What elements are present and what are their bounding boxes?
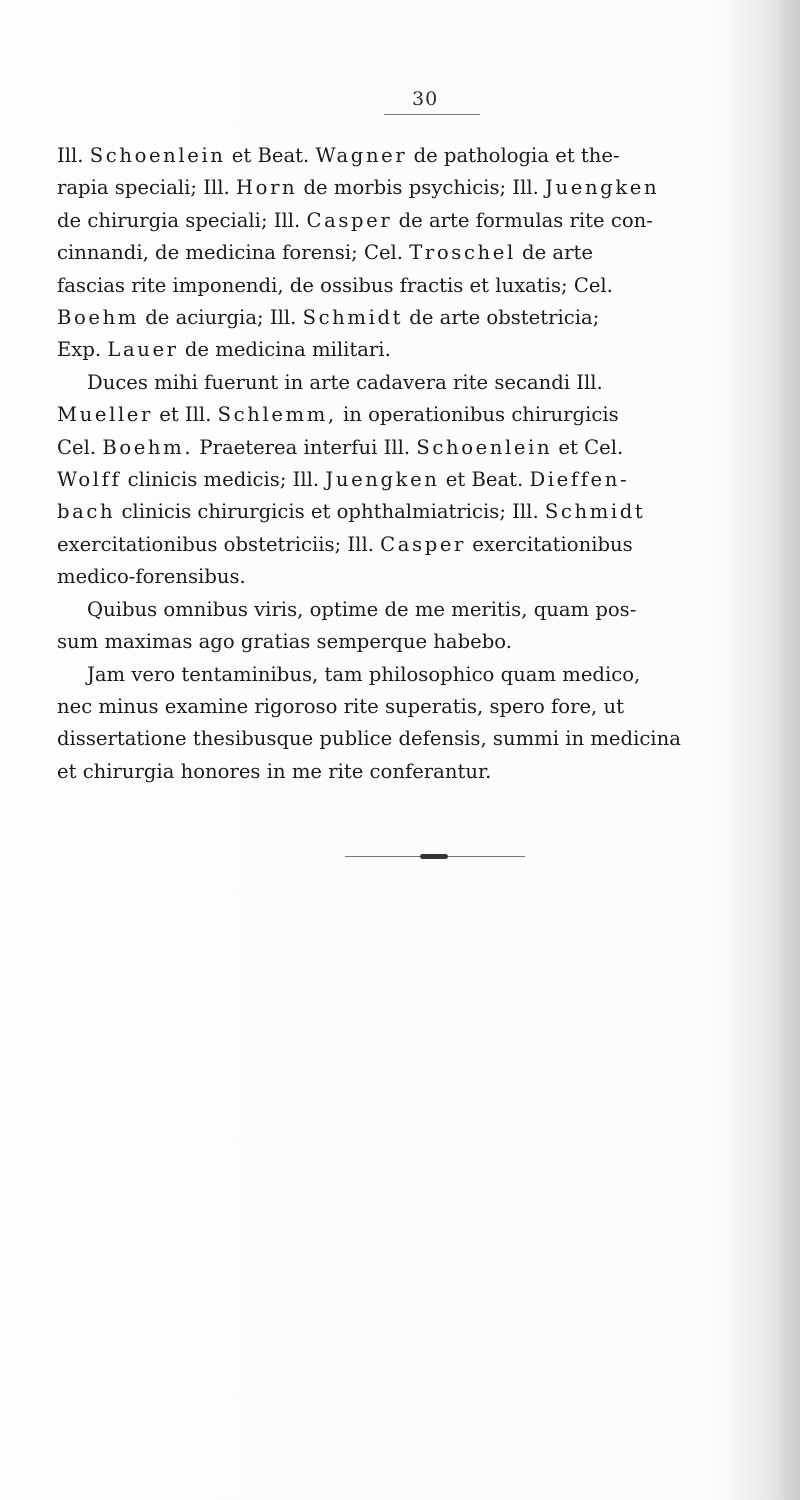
text-line: Ill. Schoenlein et Beat. Wagner de pathologia et the- — [57, 144, 620, 167]
person-name: Schmidt — [544, 500, 646, 524]
text-line: Mueller et Ill. Schlemm, in operationibus chirurgicis — [57, 403, 619, 427]
person-name: Schoenlein — [416, 435, 553, 459]
text-line: et chirurgia honores in me rite conferantur. — [57, 759, 492, 783]
text-line: de chirurgia speciali; Ill. Casper de arte formulas rite con- — [57, 208, 653, 232]
person-name: Schlemm, — [217, 403, 337, 427]
text-line: rapia speciali; Ill. Horn de morbis psychicis; Ill. Juengken — [57, 176, 660, 200]
text-line: Cel. Boehm. Praeterea interfui Ill. Schoenlein et Cel. — [57, 435, 624, 459]
text-line: Quibus omnibus viris, optime de me meritis, quam pos- — [87, 597, 637, 621]
person-name: Casper — [306, 208, 393, 232]
person-name: Boehm — [57, 306, 139, 330]
person-name: Lauer — [107, 338, 179, 362]
text-line: Duces mihi fuerunt in arte cadavera rite secandi Ill. — [87, 370, 603, 394]
person-name: Wagner — [315, 144, 408, 167]
text-line: Exp. Lauer de medicina militari. — [57, 338, 391, 362]
text-line: cinnandi, de medicina forensi; Cel. Troschel de arte — [57, 241, 593, 265]
person-name: Dieffen- — [529, 468, 630, 492]
person-name: Juengken — [325, 468, 440, 492]
ornament-center-mark — [420, 854, 448, 859]
text-line: medico-forensibus. — [57, 565, 246, 589]
person-name: Schoenlein — [89, 144, 226, 167]
page-number-rule — [384, 114, 480, 115]
text-line: sum maximas ago gratias semperque habebo. — [57, 630, 512, 654]
person-name: Mueller — [57, 403, 153, 427]
person-name: Horn — [235, 176, 298, 200]
person-name: Boehm. — [102, 435, 194, 459]
text-line: Jam vero tentaminibus, tam philosophico quam medico, — [87, 662, 641, 686]
person-name: bach — [57, 500, 116, 524]
text-line: Boehm de aciurgia; Ill. Schmidt de arte obstetricia; — [57, 306, 600, 330]
page-number: 30 — [412, 88, 439, 110]
text-line: bach clinicis chirurgicis et ophthalmiatricis; Ill. Schmidt — [57, 500, 646, 524]
text-line: Wolff clinicis medicis; Ill. Juengken et Beat. Dieffen- — [57, 468, 630, 492]
person-name: Juengken — [545, 176, 660, 200]
text-line: dissertatione thesibusque publice defensis, summi in medicina — [57, 727, 681, 751]
text-line: exercitationibus obstetriciis; Ill. Casper exercitationibus — [57, 532, 633, 556]
person-name: Wolff — [57, 468, 122, 492]
person-name: Troschel — [409, 241, 516, 265]
person-name: Schmidt — [302, 306, 404, 330]
text-line: fascias rite imponendi, de ossibus fractis et luxatis; Cel. — [57, 273, 613, 297]
main-text — [57, 140, 782, 788]
text-line: nec minus examine rigoroso rite superatis, spero fore, ut — [57, 694, 625, 718]
person-name: Casper — [380, 532, 467, 556]
end-ornament-rule — [345, 854, 525, 860]
